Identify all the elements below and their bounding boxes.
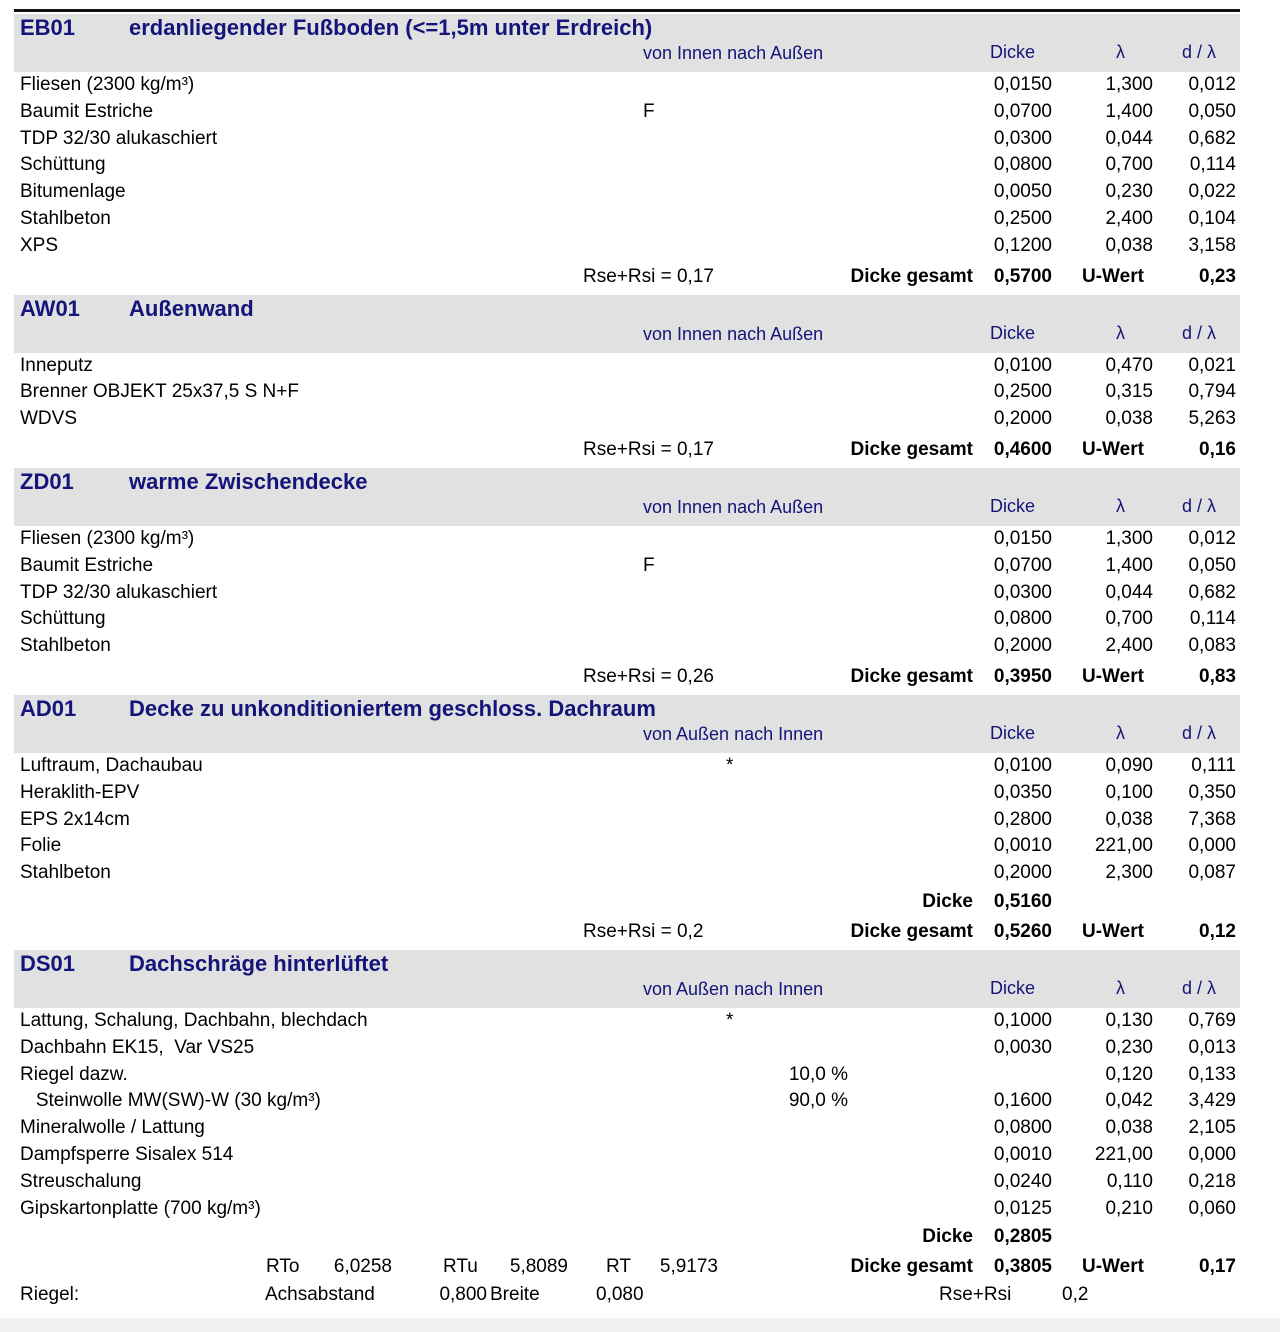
direction-label: von Innen nach Außen: [643, 323, 824, 344]
layer-dicke: 0,1600: [993, 1090, 1052, 1112]
direction-label: von Außen nach Innen: [643, 979, 824, 999]
section-title: Decke zu unkonditioniertem geschloss. Dachraum: [129, 696, 656, 721]
dicke-label: Dicke: [922, 891, 973, 912]
layer-lambda: 0,038: [1105, 1117, 1153, 1139]
u-label: U-Wert: [1082, 439, 1144, 460]
layer-name: Luftraum, Dachaubau: [20, 755, 203, 776]
layer-lambda: 0,110: [1106, 1170, 1153, 1192]
layer-name: Riegel dazw.: [20, 1063, 128, 1085]
layer-lambda: 0,230: [1105, 181, 1153, 203]
layer-d-lambda: 0,021: [1188, 354, 1236, 376]
layer-d-lambda: 0,350: [1188, 781, 1236, 803]
section-code: DS01: [20, 951, 76, 976]
layer-percent: 10,0 %: [788, 1063, 848, 1085]
layer-name: Mineralwolle / Lattung: [20, 1117, 205, 1139]
layer-lambda: 0,470: [1105, 354, 1153, 376]
u-value: 0,17: [1199, 1256, 1236, 1278]
layer-name: EPS 2x14cm: [20, 808, 130, 830]
layer-percent: 90,0 %: [788, 1090, 848, 1112]
layer-dicke: 0,0100: [993, 755, 1052, 776]
col-header-lambda: λ: [1116, 723, 1125, 743]
layer-name: Streuschalung: [20, 1170, 142, 1192]
direction-label: von Innen nach Außen: [643, 497, 824, 517]
layer-d-lambda: 7,368: [1188, 808, 1236, 830]
layer-lambda: 0,090: [1105, 755, 1153, 776]
layer-lambda: 0,210: [1105, 1197, 1153, 1219]
dicke-value: 0,5160: [993, 891, 1052, 912]
layer-dicke: 0,1000: [993, 1010, 1052, 1031]
col-header-d-lambda: d / λ: [1182, 496, 1217, 516]
section-title: erdanliegender Fußboden (<=1,5m unter Erdreich): [129, 15, 653, 40]
layer-name: Heraklith-EPV: [20, 781, 140, 803]
col-header-d-lambda: d / λ: [1182, 978, 1217, 998]
layer-dicke: 0,0010: [993, 1144, 1052, 1165]
layer-dicke: 0,0300: [993, 581, 1052, 603]
layer-d-lambda: 0,087: [1188, 862, 1236, 884]
section-title: warme Zwischendecke: [129, 469, 368, 494]
total-label: Dicke gesamt: [850, 439, 973, 460]
layer-flag: *: [726, 755, 734, 776]
layer-dicke: 0,0010: [993, 835, 1052, 857]
achsabstand-value: 0,800: [439, 1284, 487, 1306]
u-label: U-Wert: [1082, 666, 1144, 687]
layer-name: Stahlbeton: [20, 208, 111, 229]
layer-name: Inneputz: [20, 354, 93, 376]
layer-d-lambda: 0,000: [1188, 835, 1236, 857]
col-header-dicke: Dicke: [990, 496, 1036, 516]
layer-name: Dampfsperre Sisalex 514: [20, 1144, 234, 1165]
rse-rsi: Rse+Rsi = 0,2: [583, 921, 704, 942]
layer-name: WDVS: [20, 408, 77, 430]
layer-d-lambda: 5,263: [1188, 408, 1236, 430]
layer-d-lambda: 0,114: [1189, 154, 1236, 176]
layer-dicke: 0,2800: [993, 808, 1052, 830]
section-title: Dachschräge hinterlüftet: [129, 951, 389, 976]
layer-flag: F: [643, 554, 655, 576]
total-label: Dicke gesamt: [850, 1256, 973, 1278]
u-label: U-Wert: [1082, 921, 1144, 942]
layer-dicke: 0,0100: [993, 354, 1052, 376]
rse-rsi-value: 0,2: [1062, 1284, 1089, 1306]
rto-label: RTo: [266, 1256, 300, 1278]
breite-value: 0,080: [596, 1284, 644, 1306]
layer-d-lambda: 0,114: [1189, 608, 1236, 630]
layer-dicke: 0,1200: [993, 234, 1052, 256]
layer-dicke: 0,0800: [993, 154, 1052, 176]
layer-d-lambda: 3,429: [1188, 1090, 1236, 1112]
layer-lambda: 0,230: [1105, 1036, 1153, 1058]
layer-d-lambda: 2,105: [1188, 1117, 1236, 1139]
layer-d-lambda: 0,104: [1188, 208, 1236, 229]
rto-value: 6,0258: [333, 1256, 392, 1278]
rse-rsi-label: Rse+Rsi: [939, 1284, 1012, 1306]
layer-lambda: 1,300: [1105, 74, 1153, 95]
layer-d-lambda: 0,050: [1188, 100, 1236, 122]
layer-name: Steinwolle MW(SW)-W (30 kg/m³): [20, 1090, 321, 1112]
layer-name: Folie: [20, 835, 62, 857]
layer-d-lambda: 0,050: [1188, 554, 1236, 576]
total-label: Dicke gesamt: [850, 265, 973, 287]
layer-lambda: 0,700: [1105, 608, 1153, 630]
layer-name: Stahlbeton: [20, 635, 111, 657]
layer-name: XPS: [20, 234, 59, 256]
rt-label: RT: [606, 1256, 631, 1278]
u-value: 0,23: [1199, 265, 1236, 287]
u-value: 0,83: [1199, 666, 1236, 687]
u-value: 0,16: [1199, 439, 1236, 460]
layer-dicke: 0,0150: [993, 74, 1052, 95]
layer-d-lambda: 0,682: [1188, 581, 1236, 603]
layer-dicke: 0,2000: [993, 635, 1052, 657]
layer-dicke: 0,0800: [993, 1117, 1052, 1139]
section-code: EB01: [20, 15, 76, 40]
col-header-d-lambda: d / λ: [1182, 723, 1217, 743]
dicke-value: 0,2805: [993, 1226, 1052, 1248]
section-code: ZD01: [20, 469, 74, 494]
layer-d-lambda: 0,794: [1188, 381, 1236, 403]
layer-lambda: 2,400: [1105, 635, 1153, 657]
layer-lambda: 0,120: [1105, 1063, 1153, 1085]
layer-flag: F: [643, 100, 655, 122]
layer-lambda: 0,044: [1105, 127, 1153, 149]
total-value: 0,5260: [993, 921, 1052, 942]
achsabstand-label: Achsabstand: [265, 1284, 375, 1306]
layer-name: Dachbahn EK15, Var VS25: [20, 1036, 255, 1058]
layer-lambda: 0,044: [1105, 581, 1153, 603]
total-label: Dicke gesamt: [850, 666, 973, 687]
total-value: 0,4600: [993, 439, 1052, 460]
layer-d-lambda: 0,013: [1188, 1036, 1236, 1058]
layer-d-lambda: 0,133: [1188, 1063, 1236, 1085]
layer-name: Schüttung: [20, 154, 106, 176]
rtu-label: RTu: [443, 1256, 478, 1278]
layer-name: TDP 32/30 alukaschiert: [20, 127, 218, 149]
layer-lambda: 2,300: [1105, 862, 1153, 884]
layer-lambda: 0,130: [1105, 1010, 1153, 1031]
section-code: AD01: [20, 696, 77, 721]
col-header-lambda: λ: [1116, 496, 1125, 516]
u-value: 0,12: [1199, 921, 1236, 942]
layer-lambda: 1,300: [1105, 528, 1153, 549]
direction-label: von Außen nach Innen: [643, 724, 824, 744]
layer-dicke: 0,0800: [993, 608, 1052, 630]
rse-rsi: Rse+Rsi = 0,26: [583, 666, 714, 687]
page-bottom-shade: [0, 1318, 1280, 1332]
layer-dicke: 0,0125: [993, 1197, 1052, 1219]
layer-name: TDP 32/30 alukaschiert: [20, 581, 218, 603]
layer-d-lambda: 0,012: [1188, 528, 1236, 549]
layer-name: Stahlbeton: [20, 862, 111, 884]
layer-dicke: 0,0700: [993, 554, 1052, 576]
layer-name: Fliesen (2300 kg/m³): [20, 74, 195, 95]
layer-d-lambda: 0,083: [1188, 635, 1236, 657]
total-value: 0,5700: [993, 265, 1052, 287]
layer-name: Schüttung: [20, 608, 106, 630]
layer-dicke: 0,0030: [993, 1036, 1052, 1058]
layer-d-lambda: 0,111: [1191, 755, 1236, 776]
col-header-lambda: λ: [1116, 978, 1125, 998]
rse-rsi: Rse+Rsi = 0,17: [583, 265, 714, 287]
layer-lambda: 1,400: [1105, 100, 1153, 122]
layer-name: Lattung, Schalung, Dachbahn, blechdach: [20, 1010, 368, 1031]
col-header-dicke: Dicke: [990, 42, 1036, 62]
layer-flag: *: [726, 1010, 734, 1031]
u-label: U-Wert: [1082, 1256, 1144, 1278]
layer-lambda: 0,038: [1105, 808, 1153, 830]
layer-name: Fliesen (2300 kg/m³): [20, 528, 195, 549]
layer-d-lambda: 0,012: [1188, 74, 1236, 95]
col-header-lambda: λ: [1116, 322, 1125, 343]
layer-lambda: 221,00: [1094, 835, 1153, 857]
col-header-dicke: Dicke: [990, 322, 1036, 343]
col-header-d-lambda: d / λ: [1182, 322, 1217, 343]
layer-dicke: 0,2500: [993, 208, 1052, 229]
col-header-dicke: Dicke: [990, 978, 1036, 998]
rt-value: 5,9173: [659, 1256, 718, 1278]
col-header-dicke: Dicke: [990, 723, 1036, 743]
direction-label: von Innen nach Außen: [643, 43, 824, 63]
layer-dicke: 0,0700: [993, 100, 1052, 122]
layer-lambda: 0,038: [1105, 408, 1153, 430]
u-label: U-Wert: [1082, 265, 1144, 287]
rse-rsi: Rse+Rsi = 0,17: [583, 439, 714, 460]
section-title: Außenwand: [129, 295, 254, 321]
layer-lambda: 221,00: [1094, 1144, 1153, 1165]
layer-lambda: 0,100: [1105, 781, 1153, 803]
total-value: 0,3805: [993, 1256, 1052, 1278]
layer-name: Baumit Estriche: [20, 100, 154, 122]
layer-d-lambda: 0,218: [1188, 1170, 1236, 1192]
layer-d-lambda: 0,022: [1188, 181, 1236, 203]
layer-dicke: 0,0050: [993, 181, 1052, 203]
layer-lambda: 0,042: [1105, 1090, 1153, 1112]
rtu-value: 5,8089: [509, 1256, 568, 1278]
col-header-lambda: λ: [1116, 42, 1125, 62]
riegel-label: Riegel:: [20, 1284, 80, 1306]
layer-lambda: 0,315: [1105, 381, 1153, 403]
layer-d-lambda: 0,000: [1188, 1144, 1236, 1165]
layer-lambda: 2,400: [1105, 208, 1153, 229]
layer-name: Baumit Estriche: [20, 554, 154, 576]
layer-dicke: 0,0300: [993, 127, 1052, 149]
section-code: AW01: [20, 295, 80, 321]
layer-dicke: 0,2000: [993, 862, 1052, 884]
layer-d-lambda: 0,682: [1188, 127, 1236, 149]
total-label: Dicke gesamt: [850, 921, 973, 942]
layer-dicke: 0,2000: [993, 408, 1052, 430]
layer-lambda: 1,400: [1105, 554, 1153, 576]
col-header-d-lambda: d / λ: [1182, 42, 1217, 62]
layer-dicke: 0,0150: [993, 528, 1052, 549]
dicke-label: Dicke: [922, 1226, 973, 1248]
layer-name: Gipskartonplatte (700 kg/m³): [20, 1197, 261, 1219]
total-value: 0,3950: [993, 666, 1052, 687]
breite-label: Breite: [490, 1284, 540, 1306]
layer-lambda: 0,700: [1105, 154, 1153, 176]
layer-d-lambda: 0,060: [1188, 1197, 1236, 1219]
layer-name: Brenner OBJEKT 25x37,5 S N+F: [20, 381, 299, 403]
layer-d-lambda: 3,158: [1188, 234, 1236, 256]
layer-d-lambda: 0,769: [1188, 1010, 1236, 1031]
layer-dicke: 0,0240: [993, 1170, 1052, 1192]
layer-dicke: 0,0350: [993, 781, 1052, 803]
layer-name: Bitumenlage: [20, 181, 126, 203]
layer-dicke: 0,2500: [993, 381, 1052, 403]
layer-lambda: 0,038: [1105, 234, 1153, 256]
